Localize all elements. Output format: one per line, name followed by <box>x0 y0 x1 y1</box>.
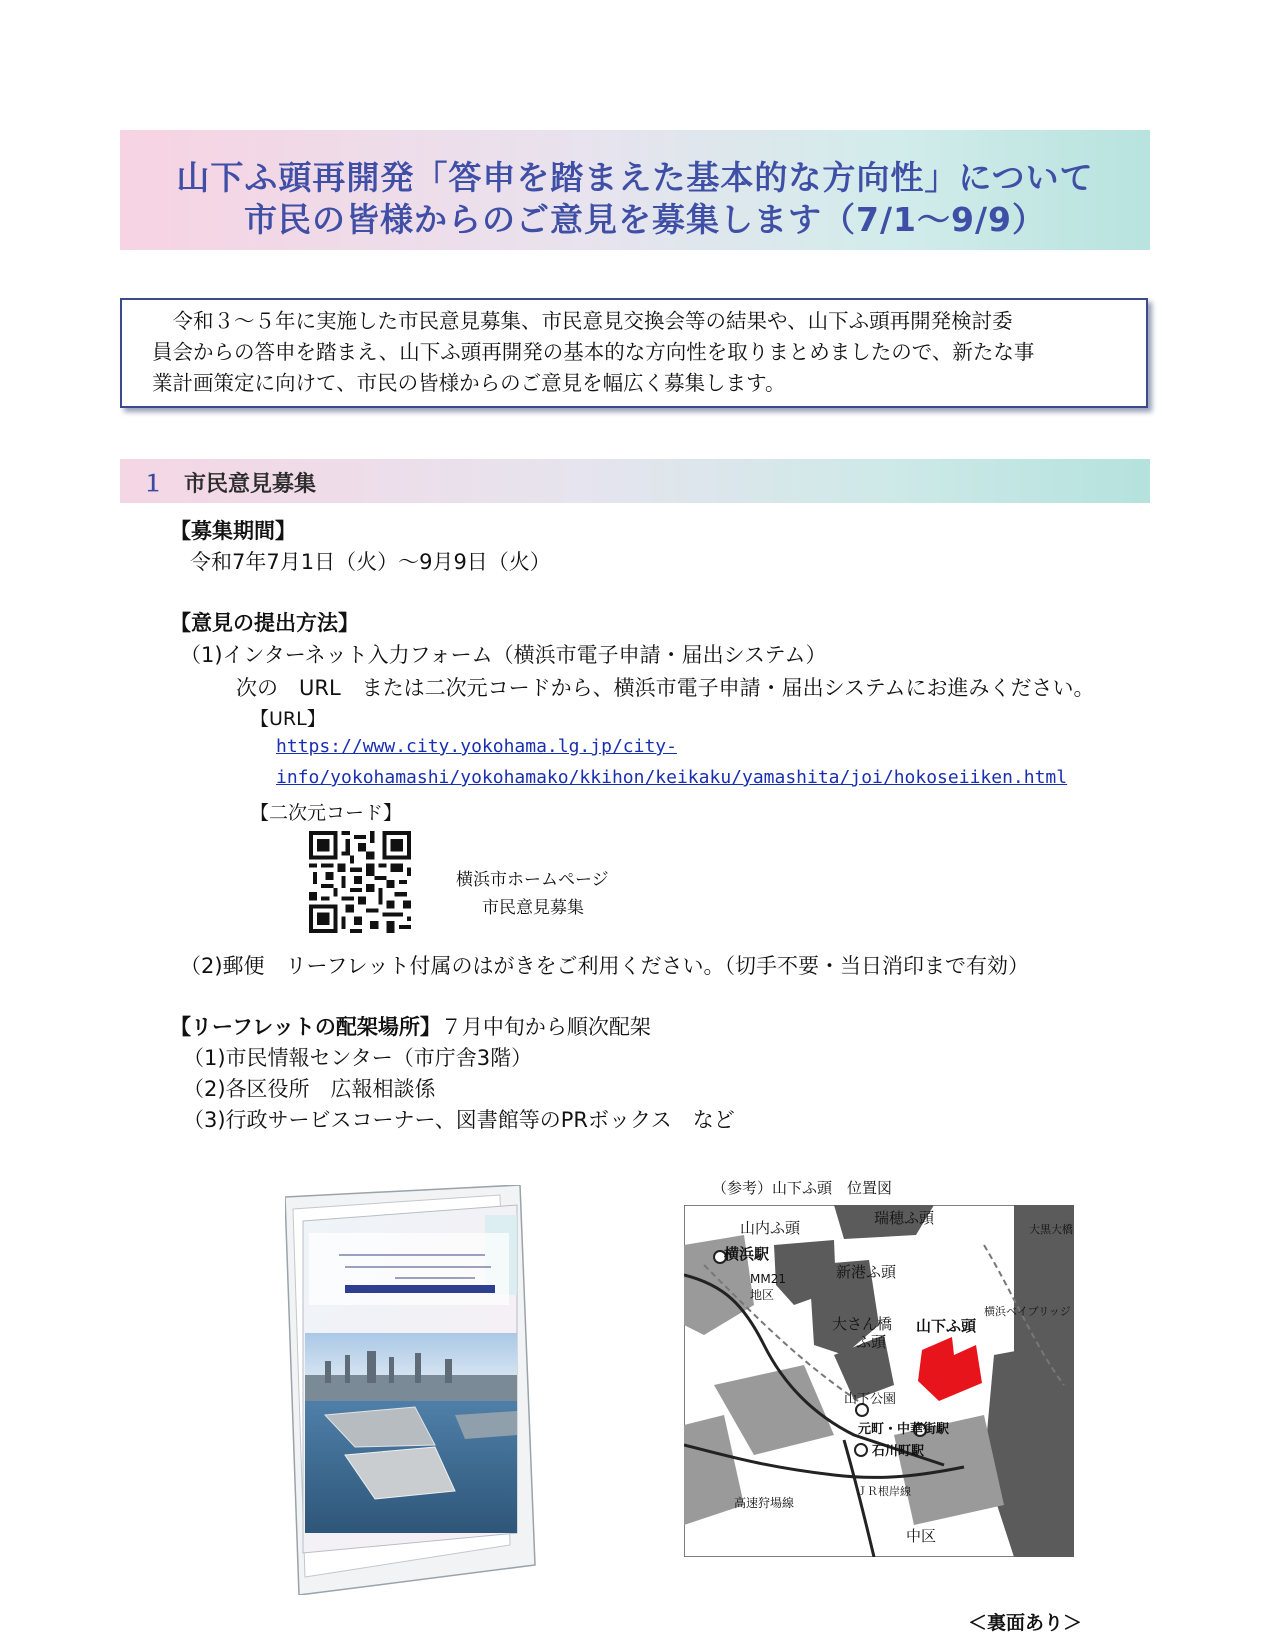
leaflet-place-3: （3)行政サービスコーナー、図書館等のPRボックス など <box>183 1108 735 1132</box>
map-label: 地区 <box>750 1288 775 1302</box>
title-banner <box>120 130 1150 250</box>
section-heading <box>120 459 1150 503</box>
intro-line: 員会からの答申を踏まえ、山下ふ頭再開発の基本的な方向性を取りまとめましたので、新たな事 <box>152 340 1035 364</box>
period-heading: 【募集期間】 <box>170 519 296 543</box>
map-label: 大黒大橋 <box>1029 1223 1073 1236</box>
leaflet-place-1: （1)市民情報センター（市庁舎3階） <box>183 1046 533 1070</box>
leaflet-heading-row <box>170 1011 651 1041</box>
map-label: 石川町駅 <box>872 1444 925 1459</box>
url-link-line2[interactable]: info/yokohamashi/yokohamako/kkihon/keikaku/yamashita/joi/hokoseiiken.html <box>276 767 1068 788</box>
leaflet-image <box>285 1185 585 1595</box>
submission-heading: 【意見の提出方法】 <box>170 611 359 635</box>
section-number: １ <box>142 472 165 497</box>
map-label: 山下ふ頭 <box>916 1317 977 1335</box>
map-label: 中区 <box>906 1527 937 1545</box>
leaflet-note: ７月中旬から順次配架 <box>440 1015 651 1039</box>
qr-caption-line2: 市民意見募集 <box>482 898 584 918</box>
intro-box <box>120 298 1148 408</box>
leaflet-place-2: （2)各区役所 広報相談係 <box>183 1077 436 1101</box>
map-label: 山内ふ頭 <box>740 1219 801 1237</box>
qr-code-icon[interactable] <box>309 831 411 933</box>
qr-caption-line1: 横浜市ホームページ <box>456 870 609 890</box>
qr-label: 【二次元コード】 <box>250 802 403 824</box>
map-caption: （参考）山下ふ頭 位置図 <box>712 1179 893 1197</box>
submission-item1: （1)インターネット入力フォーム（横浜市電子申請・届出システム） <box>180 643 827 667</box>
map-label: 高速狩場線 <box>734 1496 795 1510</box>
page-title-line2: 市民の皆様からのご意見を募集します（7/1～9/9） <box>244 200 1046 239</box>
map-label: ＪＲ根岸線 <box>856 1485 911 1498</box>
leaflet-heading: 【リーフレットの配架場所】 <box>170 1015 441 1039</box>
intro-line: 令和３～５年に実施した市民意見募集、市民意見交換会等の結果や、山下ふ頭再開発検討委 <box>152 309 1013 333</box>
map-label: MM21 <box>750 1272 786 1286</box>
submission-item2: （2)郵便 リーフレット付属のはがきをご利用ください。（切手不要・当日消印まで有効） <box>180 954 1029 978</box>
footer-note: ＜裏面あり＞ <box>968 1612 1083 1634</box>
location-map <box>684 1205 1074 1557</box>
page-title-line1: 山下ふ頭再開発「答申を踏まえた基本的な方向性」について <box>176 158 1094 197</box>
map-label: 山下公園 <box>844 1392 897 1407</box>
map-label: ふ頭 <box>856 1333 887 1351</box>
map-label: 横浜ベイブリッジ <box>984 1305 1071 1318</box>
map-label: 元町・中華街駅 <box>858 1422 950 1437</box>
section-title: 市民意見募集 <box>184 472 317 497</box>
map-label: 瑞穂ふ頭 <box>874 1209 935 1227</box>
url-link-line1[interactable]: https://www.city.yokohama.lg.jp/city- <box>276 736 677 757</box>
map-label: 新港ふ頭 <box>836 1263 897 1281</box>
period-value: 令和7年7月1日（火）～9月9日（火） <box>190 550 551 574</box>
intro-line: 業計画策定に向けて、市民の皆様からのご意見を幅広く募集します。 <box>152 371 786 395</box>
submission-item1-desc: 次の URL または二次元コードから、横浜市電子申請・届出システムにお進みください。 <box>236 676 1095 700</box>
map-label: 大さん橋 <box>832 1315 893 1333</box>
map-label: 横浜駅 <box>724 1245 770 1263</box>
intro-text <box>152 306 1120 399</box>
url-label: 【URL】 <box>250 708 326 730</box>
